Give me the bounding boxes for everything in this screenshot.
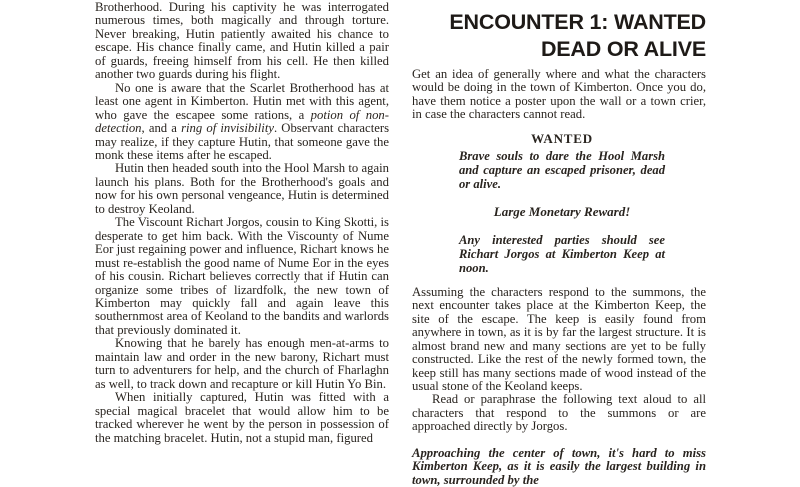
section-heading-line1: ENCOUNTER 1: WANTED bbox=[449, 10, 706, 34]
paragraph: Read or paraphrase the following text aloud to all characters that respond to the summons or are approached directly by Jorgos. bbox=[412, 392, 706, 434]
section-heading-line2: DEAD OR ALIVE bbox=[540, 37, 706, 61]
section-heading bbox=[412, 9, 706, 63]
read-aloud-text: Approaching the center of town, it's hard to miss Kimberton Keep, as it is easily the largest building in town, surrounded by the bbox=[412, 445, 706, 487]
text-run: , and a bbox=[141, 121, 182, 136]
paragraph: Knowing that he barely has enough men-at-arms to maintain law and order in the new barony, Richart must turn to adventurers for help, and the church of Fharlaghn as well, to track down and recapture or kill Hutin Yo Bin. bbox=[95, 336, 389, 391]
paragraph: Assuming the characters respond to the summons, the next encounter takes place at the Kimberton Keep, the site of the escape. The keep is easily found from anywhere in town, as it is by far the largest structure. It is almost brand new and many sections are yet to be fully constructed. Like the rest of the newly formed town, the keep still has many sections made of wood instead of the usual stone of the Keoland keeps. bbox=[412, 284, 706, 393]
text-run: No one is aware that the Scarlet Brotherhood has at least one agent in Kimberton. Hutin met with this agent, who gave the escapee some rations, a bbox=[95, 80, 389, 122]
italic-item-name: potion of non-detection bbox=[95, 107, 389, 136]
paragraph: The Viscount Richart Jorgos, cousin to King Skotti, is desperate to get him back. With the Viscounty of Nume Eor just regaining power and influence, Richart knows he must re-establish the good name of Nume Eor in the eyes of his cousin. Richart believes correctly that if Hutin can organize some tribes of lizardfolk, the new town of Kimberton may quickly fall and again leave this southernmost area of Keoland to the bandits and warlords that previously dominated it. bbox=[95, 215, 389, 337]
paragraph: Brotherhood. During his captivity he was interrogated numerous times, both magically and through torture. Never breaking, Hutin patiently awaited his chance to escape. His chance finally came, and Hutin killed a pair of guards, freeing himself from his cell. He then killed another two guards during his flight. bbox=[95, 0, 389, 82]
left-column bbox=[95, 0, 389, 445]
paragraph: When initially captured, Hutin was fitted with a special magical bracelet that would allow him to be tracked wherever he went by the person in possession of the matching bracelet. Hutin, not a stupid man, figured bbox=[95, 390, 389, 445]
italic-item-name: ring of invisibility bbox=[181, 121, 274, 136]
poster-text: Any interested parties should see Richart Jorgos at Kimberton Keep at noon. bbox=[459, 232, 665, 275]
paragraph: Hutin then headed south into the Hool Marsh to again launch his plans. Both for the Brotherhood's goals and now for his own personal vengeance, Hutin is determined to destroy Keoland. bbox=[95, 161, 389, 216]
poster-text: Brave souls to dare the Hool Marsh and capture an escaped prisoner, dead or alive. bbox=[459, 148, 665, 191]
right-column bbox=[412, 0, 706, 487]
paragraph bbox=[95, 82, 389, 163]
poster-title: WANTED bbox=[531, 130, 593, 146]
paragraph: Get an idea of generally where and what the characters would be doing in the town of Kimberton. Once you do, have them notice a poster upon the wall or a town crier, in case the characters cannot read. bbox=[412, 67, 706, 122]
poster-reward-line: Large Monetary Reward! bbox=[493, 203, 631, 219]
text-run: . Observant characters may realize, if they capture Hutin, that someone gave the monk these items after he escaped. bbox=[95, 121, 390, 162]
wanted-poster bbox=[459, 131, 665, 275]
